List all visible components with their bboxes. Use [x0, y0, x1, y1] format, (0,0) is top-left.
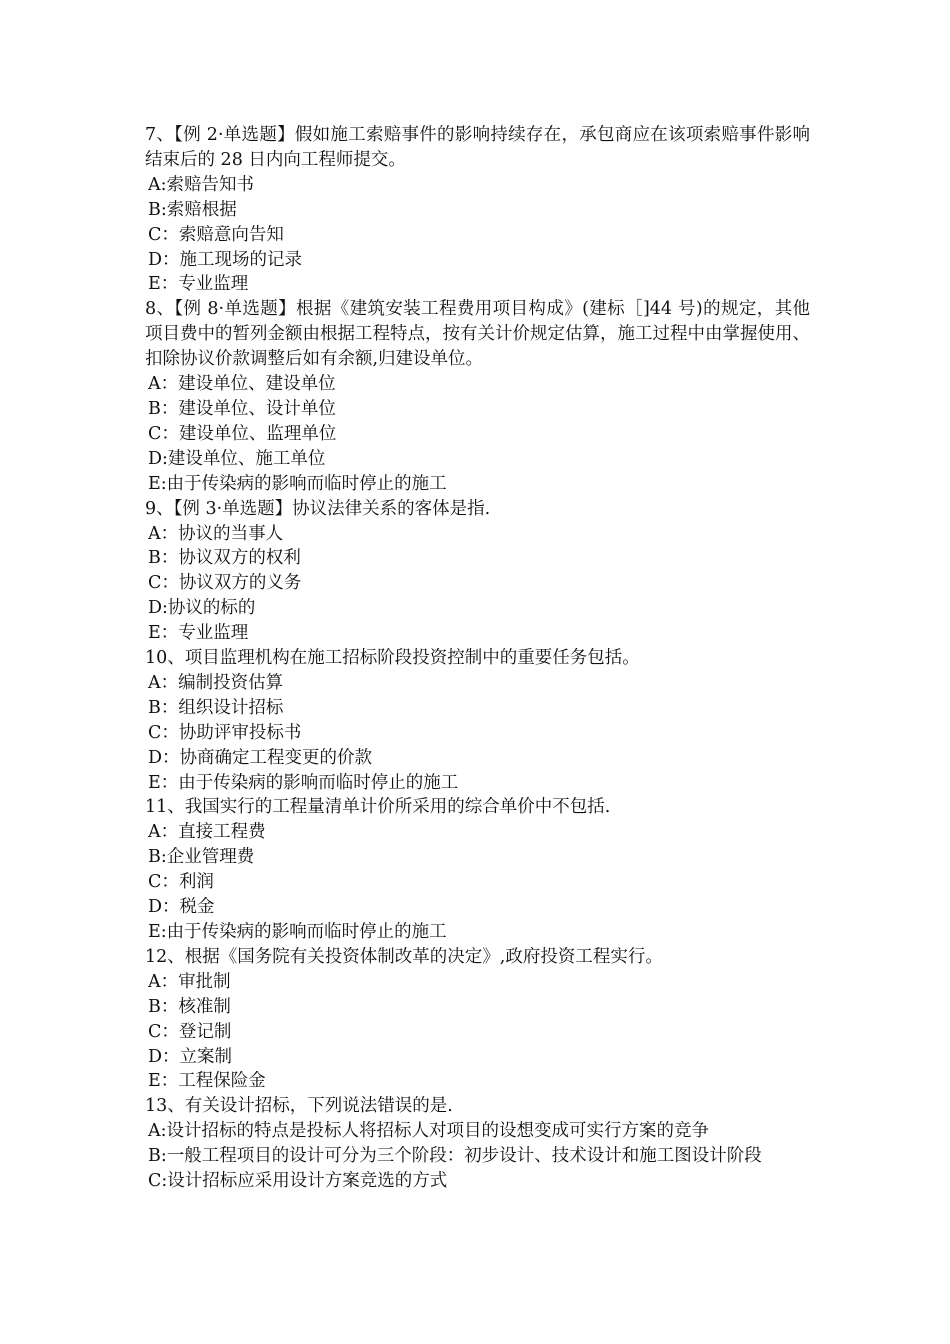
question-9-option-e: E：专业监理: [148, 623, 249, 644]
question-9-option-b: B：协议双方的权利: [148, 548, 301, 569]
question-9-stem: 9、【例 3·单选题】协议法律关系的客体是指.: [145, 498, 491, 519]
question-13-stem: 13、有关设计招标，下列说法错误的是.: [145, 1096, 453, 1117]
question-11-option-b: B:企业管理费: [148, 847, 255, 868]
question-12-option-e: E：工程保险金: [148, 1071, 266, 1092]
question-11-option-a: A：直接工程费: [148, 822, 266, 843]
question-7-option-d: D：施工现场的记录: [148, 249, 303, 270]
question-8-stem: 8、【例 8·单选题】根据《建筑安装工程费用项目构成》(建标［]44 号)的规定，其他项目费中的暂列金额由根据工程特点，按有关计价规定估算，施工过程中由掌握使用、扣除协议价款调整后如有余额,归建设单位。: [145, 299, 810, 370]
question-10-option-d: D：协商确定工程变更的价款: [148, 747, 373, 768]
question-9-option-d: D:协议的标的: [148, 598, 256, 619]
question-9-option-a: A：协议的当事人: [148, 523, 284, 544]
question-12-option-c: C：登记制: [148, 1021, 232, 1042]
question-7-stem: 7、【例 2·单选题】假如施工索赔事件的影响持续存在，承包商应在该项索赔事件影响结束后的 28 日内向工程师提交。: [145, 125, 810, 170]
question-7-option-c: C：索赔意向告知: [148, 224, 284, 245]
question-11-option-c: C：利润: [148, 872, 214, 893]
question-7-option-b: B:索赔根据: [148, 199, 237, 220]
question-12-stem: 12、根据《国务院有关投资体制改革的决定》,政府投资工程实行。: [145, 946, 663, 967]
question-10-option-b: B：组织设计招标: [148, 697, 284, 718]
question-11-option-e: E:由于传染病的影响而临时停止的施工: [148, 922, 447, 942]
question-11-option-d: D：税金: [148, 897, 215, 918]
question-10-option-c: C：协助评审投标书: [148, 722, 302, 743]
question-8-option-e: E:由于传染病的影响而临时停止的施工: [148, 473, 447, 494]
question-7-option-e: E：专业监理: [148, 274, 249, 295]
question-10-stem: 10、项目监理机构在施工招标阶段投资控制中的重要任务包括。: [145, 648, 640, 669]
question-8-option-d: D:建设单位、施工单位: [148, 448, 326, 469]
question-13-option-a: A:设计招标的特点是投标人将招标人对项目的设想变成可实行方案的竞争: [148, 1121, 710, 1142]
question-12-option-b: B：核准制: [148, 996, 231, 1017]
question-12-option-d: D：立案制: [148, 1046, 233, 1067]
question-13-option-b-text: B:一般工程项目的设计可分为三个阶段：初步设计、技术设计和施工图设计阶段: [148, 1146, 762, 1167]
question-8-option-c: C：建设单位、监理单位: [148, 423, 337, 444]
question-list: [145, 123, 810, 1194]
question-8-option-b: B：建设单位、设计单位: [148, 398, 336, 419]
question-10-option-a: A：编制投资估算: [148, 672, 284, 693]
question-13-option-b: [145, 1144, 810, 1169]
question-11-stem: 11、我国实行的工程量清单计价所采用的综合单价中不包括.: [145, 797, 611, 818]
question-13-option-c: C:设计招标应采用设计方案竞选的方式: [148, 1171, 448, 1192]
question-12-option-a: A：审批制: [148, 971, 231, 992]
question-9-option-c: C：协议双方的义务: [148, 573, 302, 594]
question-8-option-a: A：建设单位、建设单位: [148, 374, 336, 395]
question-7-option-a: A:索赔告知书: [148, 174, 255, 195]
question-10-option-e: E：由于传染病的影响而临时停止的施工: [148, 772, 459, 793]
